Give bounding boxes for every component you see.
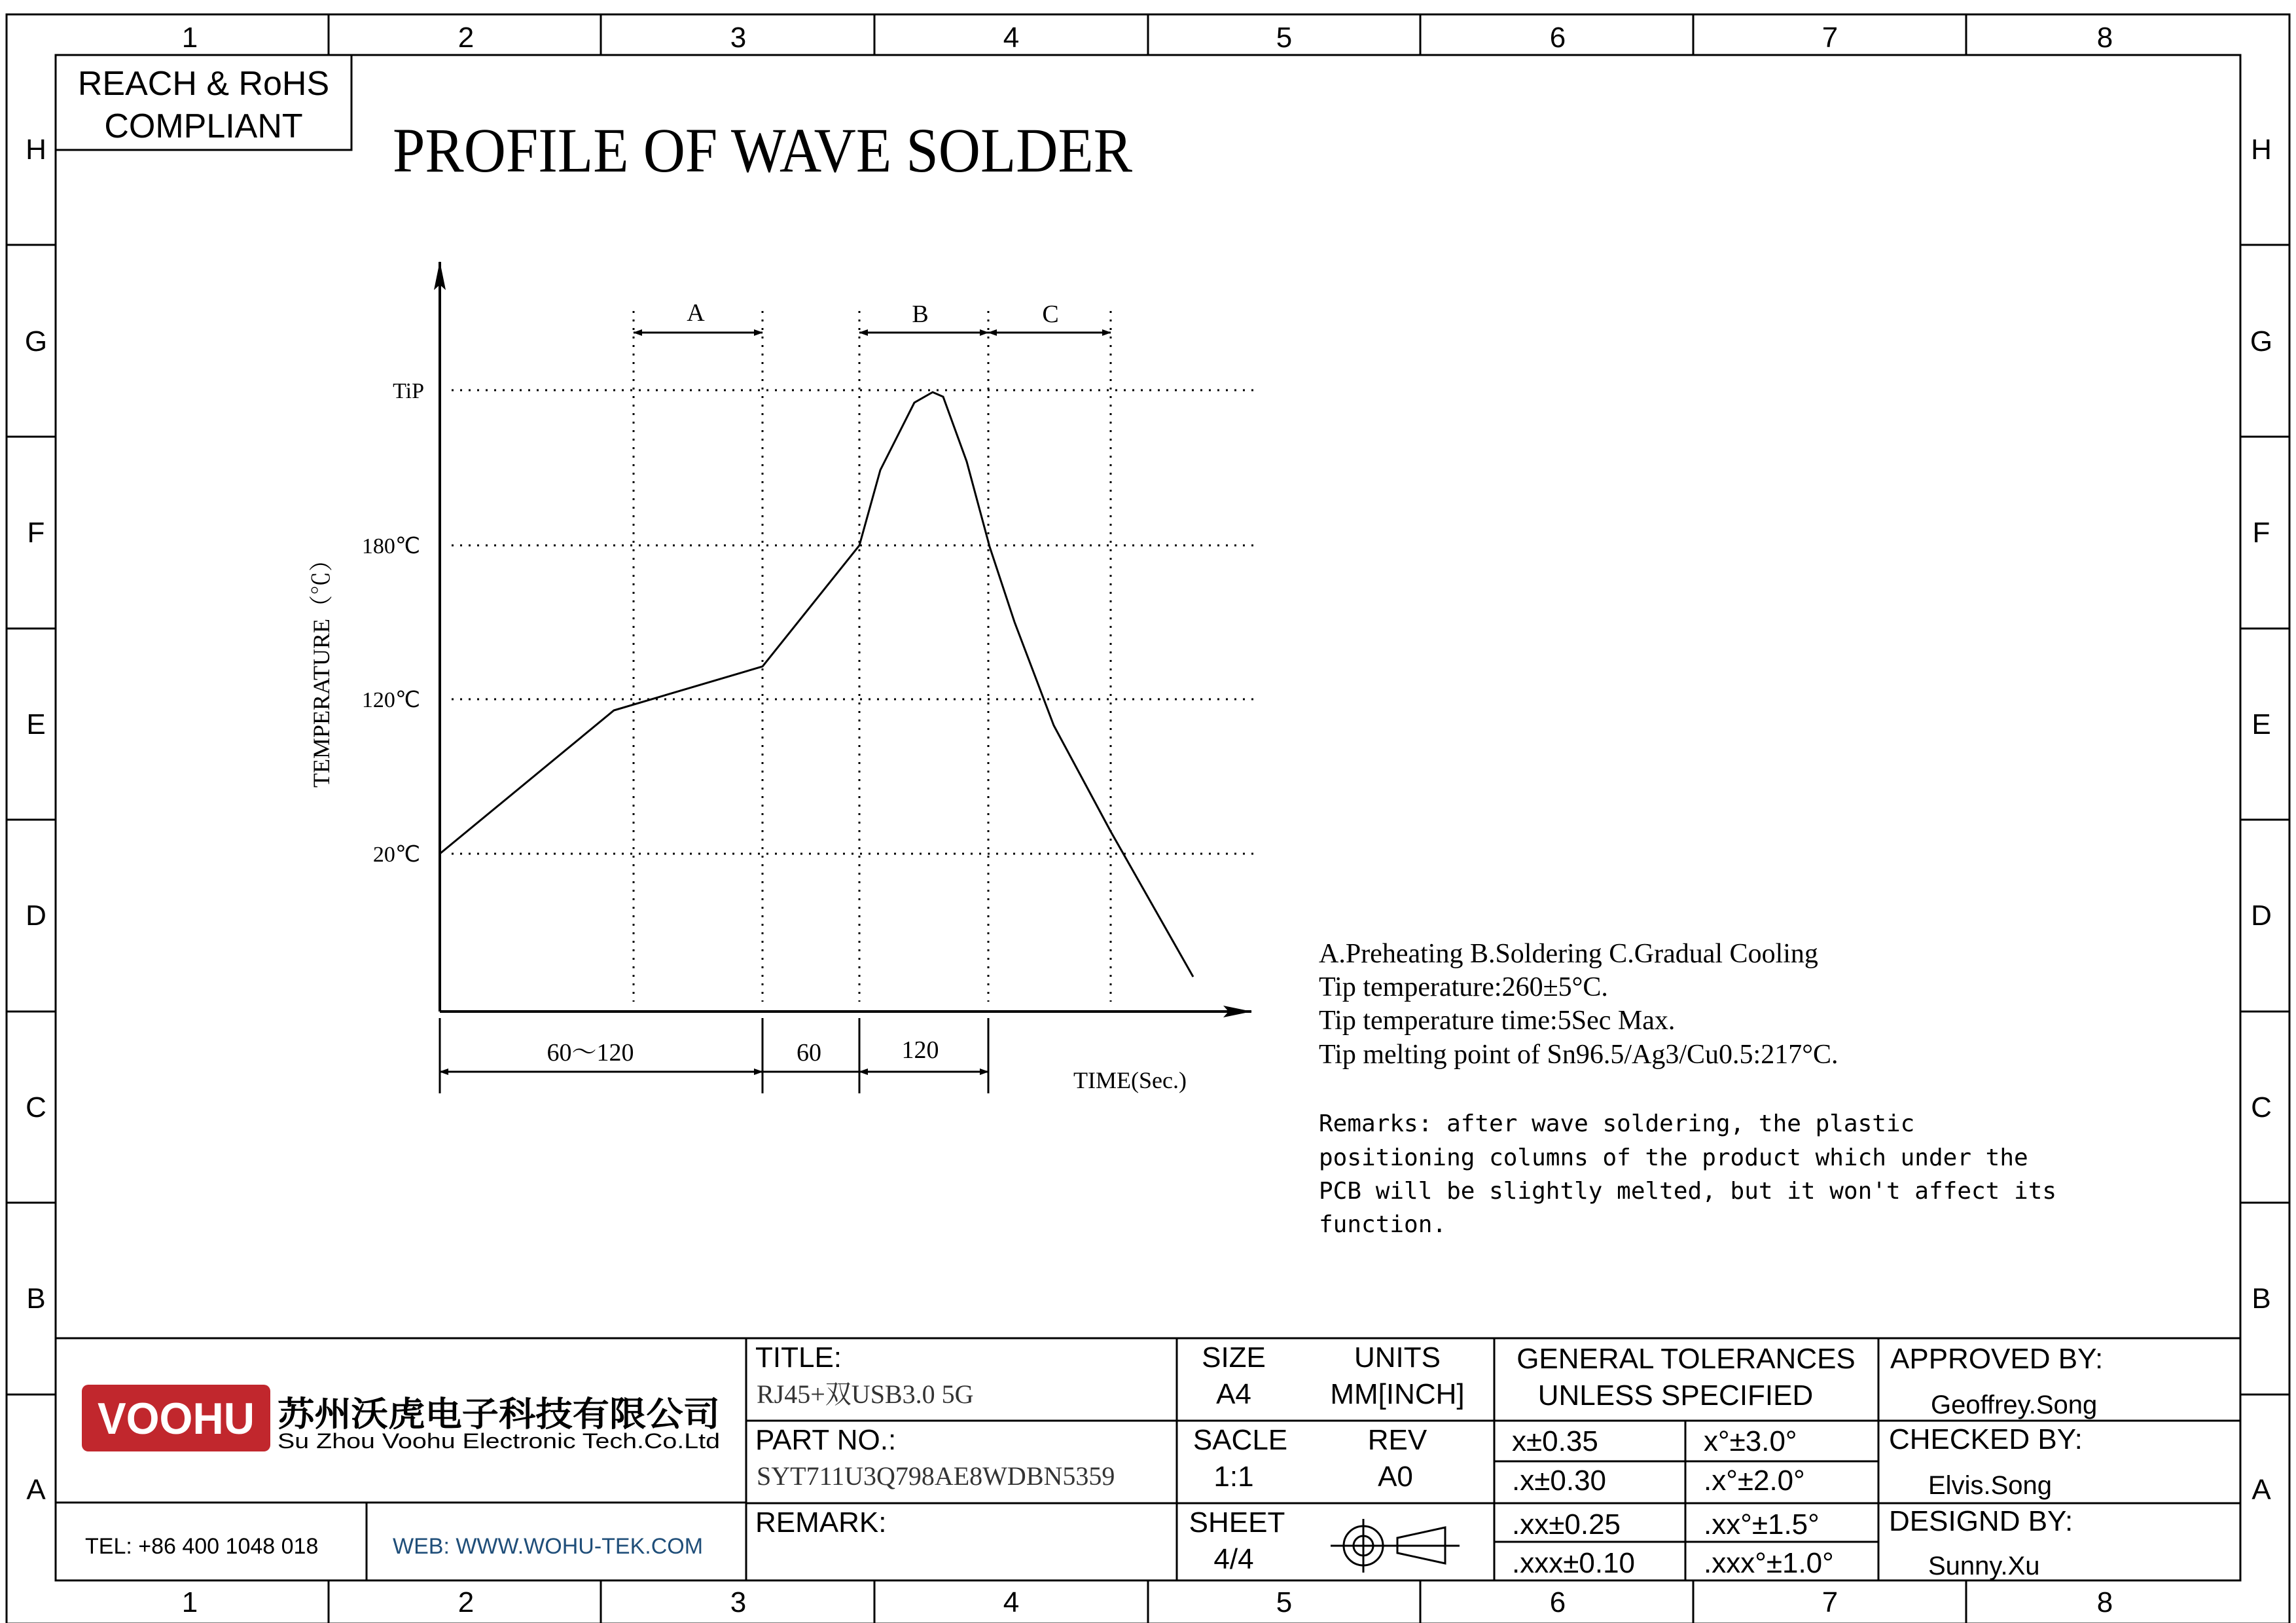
col-label-bottom: 4 [1003, 1586, 1020, 1618]
company-web[interactable]: WEB: WWW.WOHU-TEK.COM [393, 1534, 704, 1559]
scale-value: 1:1 [1213, 1461, 1254, 1493]
tolerance-subheader: UNLESS SPECIFIED [1537, 1379, 1814, 1412]
rev-value: A0 [1378, 1461, 1413, 1493]
note-line: Tip temperature:260±5°C. [1319, 972, 1608, 1002]
col-label-bottom: 2 [457, 1586, 475, 1618]
drawing-title: PROFILE OF WAVE SOLDER [393, 115, 1132, 185]
remark-line: positioning columns of the product which under the [1319, 1144, 2028, 1171]
col-label-top: 8 [2096, 22, 2113, 54]
y-tick-label: 20℃ [372, 843, 420, 867]
checked-by-value: Elvis.Song [1928, 1471, 2052, 1500]
part-no-label: PART NO.: [755, 1424, 897, 1456]
row-label-left: A [26, 1474, 46, 1506]
col-label-bottom: 7 [1821, 1586, 1839, 1618]
units-value: MM[INCH] [1330, 1378, 1465, 1410]
horizontal-gridlines [452, 390, 1253, 854]
remarks [1319, 1110, 2056, 1238]
row-label-left: C [26, 1091, 46, 1123]
col-label-top: 5 [1276, 22, 1293, 54]
zone-label-b: B [912, 301, 929, 328]
col-label-top: 7 [1821, 22, 1839, 54]
row-label-right: B [2251, 1283, 2271, 1315]
duration-label-gap: 60 [797, 1039, 821, 1067]
projection-symbol-icon [1331, 1519, 1460, 1573]
duration-label-a: 60～120 [547, 1039, 634, 1067]
designed-by-value: Sunny.Xu [1928, 1552, 2040, 1580]
sheet-value: 4/4 [1213, 1543, 1254, 1575]
col-label-top: 6 [1549, 22, 1566, 54]
company-name-cn: 苏州沃虎电子科技有限公司 [278, 1396, 720, 1434]
tolerance-linear: .xxx±0.10 [1512, 1547, 1636, 1579]
tolerance-linear: .x±0.30 [1512, 1465, 1607, 1497]
note-line: Tip temperature time:5Sec Max. [1319, 1006, 1676, 1036]
y-tick-label: TiP [393, 379, 424, 403]
remark-line: function. [1319, 1211, 1447, 1238]
tolerance-angular: .x°±2.0° [1704, 1465, 1805, 1497]
badge-line2: COMPLIANT [104, 107, 303, 145]
note-line: A.Preheating B.Soldering C.Gradual Cooling [1319, 939, 1818, 969]
badge-line1: REACH & RoHS [77, 65, 330, 103]
tolerance-angular: .xxx°±1.0° [1704, 1547, 1834, 1579]
col-label-bottom: 6 [1549, 1586, 1566, 1618]
units-label: UNITS [1354, 1341, 1441, 1374]
company-name-en: Su Zhou Voohu Electronic Tech.Co.Ltd [278, 1429, 720, 1453]
row-label-right: A [2251, 1474, 2271, 1506]
tolerance-angular: x°±3.0° [1704, 1425, 1797, 1457]
row-label-right: H [2251, 134, 2272, 166]
temperature-profile-line [440, 392, 1193, 977]
approved-by-value: Geoffrey.Song [1931, 1391, 2098, 1419]
zone-label-c: C [1042, 301, 1059, 328]
company-logo [82, 1385, 270, 1451]
col-label-top: 4 [1003, 22, 1020, 54]
remark-label: REMARK: [755, 1506, 887, 1539]
zone-label-a: A [687, 299, 705, 327]
row-label-right: G [2250, 325, 2273, 357]
row-label-left: B [26, 1283, 46, 1315]
row-ticks [7, 245, 2289, 1395]
y-axis-title: TEMPERATURE（℃） [308, 547, 334, 788]
sheet-frame [7, 14, 2289, 1623]
x-axis-title: TIME(Sec.) [1073, 1067, 1187, 1093]
row-label-left: G [24, 325, 48, 357]
rev-label: REV [1367, 1424, 1427, 1456]
vertical-gridlines [634, 311, 1111, 1002]
duration-label-b: 120 [901, 1036, 939, 1064]
logo-wordmark: VOOHU [98, 1394, 255, 1444]
row-label-left: F [27, 517, 45, 549]
tolerance-angular: .xx°±1.5° [1704, 1508, 1820, 1541]
part-no-value: SYT711U3Q798AE8WDBN5359 [757, 1461, 1115, 1491]
title-value: RJ45+双USB3.0 5G [757, 1379, 974, 1409]
process-notes [1319, 939, 1839, 1070]
col-label-bottom: 5 [1276, 1586, 1293, 1618]
col-label-bottom: 1 [181, 1586, 198, 1618]
row-label-right: F [2252, 517, 2270, 549]
col-label-top: 2 [457, 22, 475, 54]
tolerance-header: GENERAL TOLERANCES [1516, 1343, 1856, 1375]
sheet-label: SHEET [1189, 1506, 1285, 1539]
size-label: SIZE [1202, 1341, 1266, 1374]
title-label: TITLE: [755, 1341, 842, 1374]
col-label-top: 1 [181, 22, 198, 54]
row-label-left: E [26, 708, 46, 740]
profile-chart [308, 262, 1253, 1093]
size-value: A4 [1216, 1378, 1251, 1410]
tolerance-linear: .xx±0.25 [1512, 1508, 1621, 1541]
col-label-bottom: 8 [2096, 1586, 2113, 1618]
compliance-badge [56, 55, 351, 150]
company-tel: TEL: +86 400 1048 018 [85, 1534, 319, 1559]
col-label-top: 3 [730, 22, 747, 54]
note-line: Tip melting point of Sn96.5/Ag3/Cu0.5:217°C. [1319, 1040, 1839, 1070]
approved-by-label: APPROVED BY: [1890, 1343, 2104, 1375]
designed-by-label: DESIGND BY: [1889, 1505, 2073, 1537]
y-tick-label: 120℃ [361, 688, 420, 712]
tolerance-linear: x±0.35 [1512, 1425, 1598, 1457]
row-label-left: H [26, 134, 46, 166]
row-label-right: C [2251, 1091, 2272, 1123]
row-label-right: E [2251, 708, 2271, 740]
y-tick-label: 180℃ [361, 534, 420, 558]
row-label-right: D [2251, 900, 2272, 932]
scale-label: SACLE [1193, 1424, 1288, 1456]
remark-line: PCB will be slightly melted, but it won't affect its [1319, 1178, 2057, 1205]
col-label-bottom: 3 [730, 1586, 747, 1618]
row-label-left: D [26, 900, 46, 932]
remark-line: Remarks: after wave soldering, the plastic [1319, 1110, 1915, 1137]
checked-by-label: CHECKED BY: [1889, 1423, 2083, 1455]
